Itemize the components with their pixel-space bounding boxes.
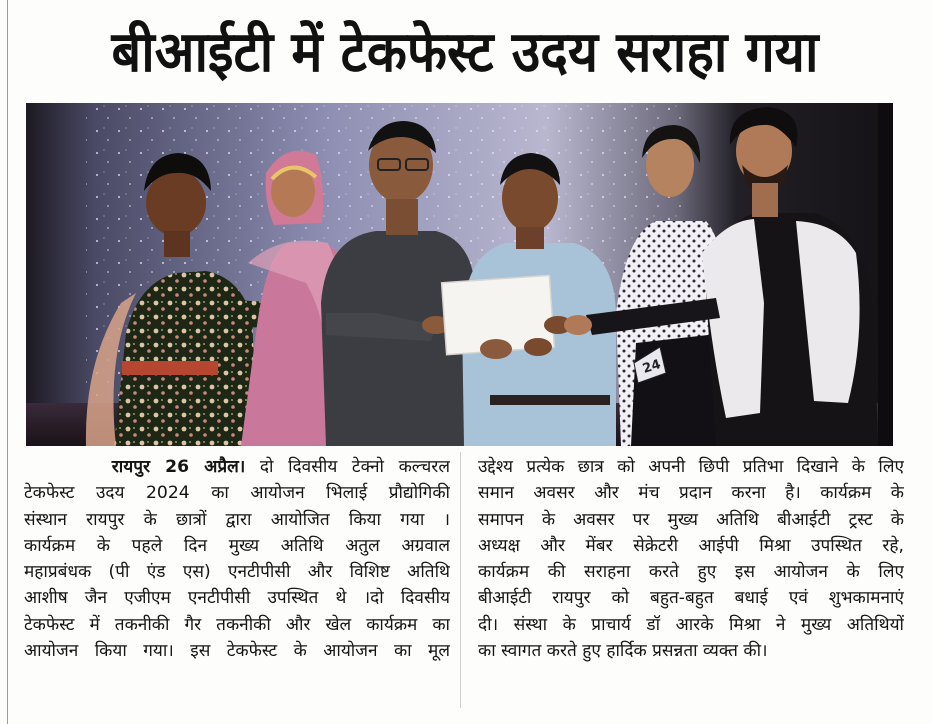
- headline: बीआईटी में टेकफेस्ट उदय सराहा गया: [111, 20, 819, 85]
- column-rule-left: [7, 0, 8, 724]
- article-line: आयोजन किया गया। इस टेकफेस्ट के आयोजन का मूल: [24, 641, 450, 662]
- article-line: संस्थान रायपुर के छात्रों द्वारा आयोजित किया गया ।: [24, 509, 450, 530]
- article-body: [24, 454, 904, 714]
- article-line: टेकफेस्ट में तकनीकी गैर तकनीकी और खेल कार्यक्रम का: [24, 614, 450, 635]
- article-line: कार्यक्रम की सराहना करते हुए इस आयोजन के लिए: [478, 562, 904, 583]
- article-column-left: [24, 454, 450, 714]
- article-line: समान अवसर और मंच प्रदान करना है। कार्यक्रम के: [478, 483, 904, 504]
- article-line: का स्वागत करते हुए हार्दिक प्रसन्नता व्यक्त की।: [478, 641, 768, 662]
- article-line: महाप्रबंधक (पी एंड एस) एनटीपीसी और विशिष्ट अतिथि: [24, 562, 450, 583]
- article-line: आशीष जैन एजीएम एनटीपीसी उपस्थित थे ।दो दिवसीय: [24, 588, 450, 609]
- article-line: अध्यक्ष और मेंबर सेक्रेटरी आईपी मिश्रा उपस्थित रहे,: [478, 535, 904, 556]
- article-line: बीआईटी रायपुर को बहुत-बहुत बधाई एवं शुभकामनाएं: [478, 588, 904, 609]
- contestant-badge: 24: [640, 357, 663, 377]
- article-line: टेकफेस्ट उदय 2024 का आयोजन भिलाई प्रौद्योगिकी: [24, 483, 450, 504]
- article-text: दो दिवसीय टेक्नो कल्चरल: [259, 457, 450, 477]
- article-line: उद्देश्य प्रत्येक छात्र को अपनी छिपी प्रतिभा दिखाने के लिए: [478, 457, 904, 477]
- article-line: कार्यक्रम के पहले दिन मुख्य अतिथि अतुल अग्रवाल: [24, 535, 450, 556]
- dateline: रायपुर 26 अप्रैल।: [111, 457, 246, 477]
- article-line: दी। संस्था के प्राचार्य डॉ आरके मिश्रा ने मुख्य अतिथियों: [478, 614, 904, 635]
- article-line: समापन के अवसर पर मुख्य अतिथि बीआईटी ट्रस्ट के: [478, 509, 904, 530]
- news-photo: [26, 103, 893, 446]
- article-column-right: [478, 454, 904, 714]
- article-line: [24, 454, 450, 480]
